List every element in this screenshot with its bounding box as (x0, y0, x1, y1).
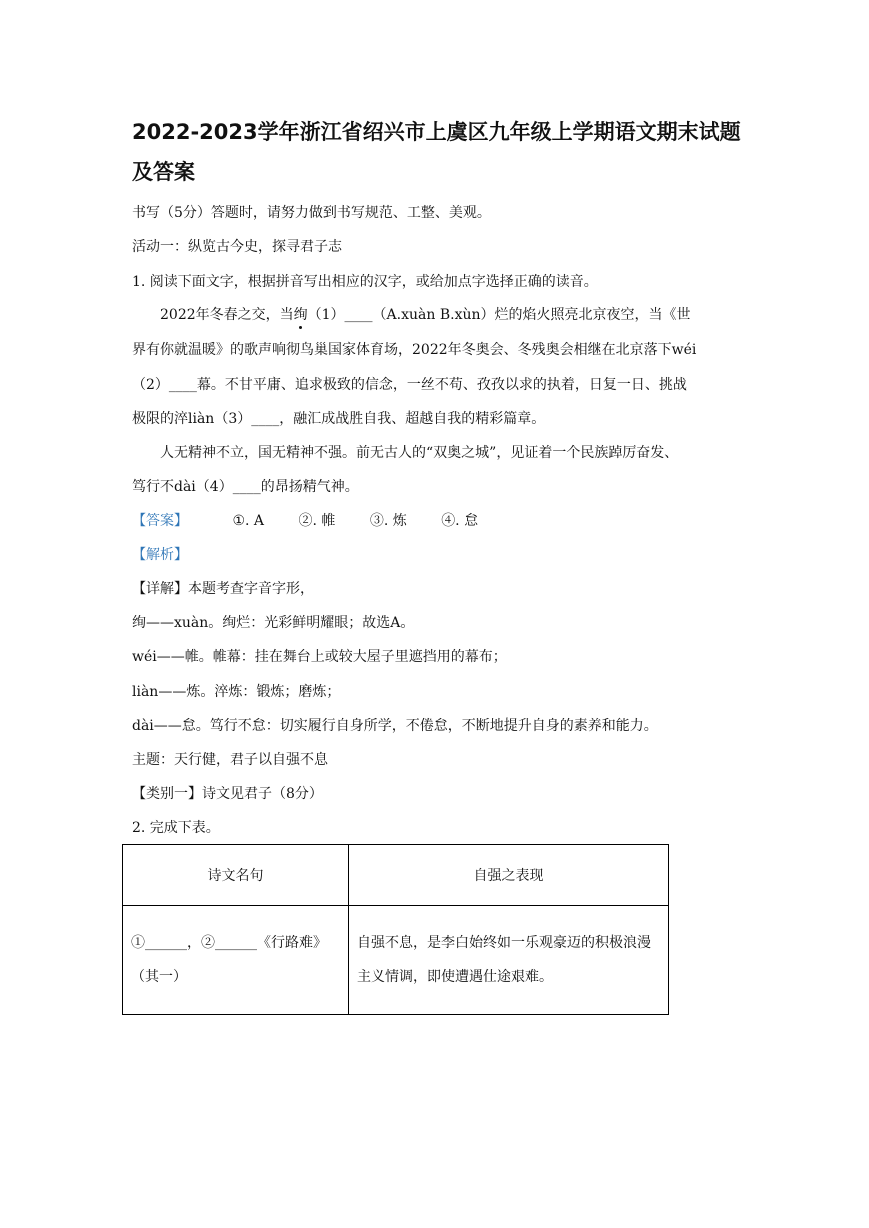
table-cell: ①______，②______《行路难》（其一） (123, 906, 349, 1015)
theme-text: 主题：天行健，君子以自强不息 (132, 752, 328, 768)
q2-prompt: 2. 完成下表。 (132, 820, 220, 836)
analysis-label: 【解析】 (132, 547, 188, 563)
activity-heading: 活动一：纵览古今史，探寻君子志 (132, 239, 342, 255)
text-span: （1）____（A.xuàn B.xùn）烂的焰火照亮北京夜空，当《世 (307, 307, 691, 323)
q1-prompt: 1. 阅读下面文字，根据拼音写出相应的汉字，或给加点字选择正确的读音。 (132, 274, 598, 290)
answer-line (132, 511, 508, 531)
text-span: 2022年冬春之交，当 (160, 307, 294, 323)
detail-heading: 【详解】本题考查字音字形， (132, 581, 314, 597)
table-row (123, 906, 669, 1015)
detail-line-2: wéi——帷。帷幕：挂在舞台上或较大屋子里遮挡用的幕布； (132, 649, 507, 665)
answer-item: ②. 帷 (298, 513, 336, 529)
answer-item: ④. 怠 (441, 513, 479, 529)
answer-item: ③. 炼 (369, 513, 407, 529)
dotted-char: 绚 (293, 307, 308, 323)
answer-table (122, 844, 669, 1015)
table-header-cell: 诗文名句 (123, 845, 349, 906)
q1-paragraph2-line2: 笃行不dài（4）____的昂扬精气神。 (132, 479, 359, 495)
q1-paragraph1-line1 (160, 305, 691, 325)
q1-paragraph2-line1: 人无精神不立，国无精神不强。前无古人的“双奥之城”，见证着一个民族踔厉奋发、 (160, 445, 679, 461)
table-header-cell: 自强之表现 (349, 845, 669, 906)
table-header-row (123, 845, 669, 906)
detail-line-1: 绚——xuàn。绚烂：光彩鲜明耀眼；故选A。 (132, 615, 415, 631)
category-heading: 【类别一】诗文见君子（8分） (132, 786, 323, 802)
detail-line-4: dài——怠。笃行不怠：切实履行自身所学，不倦怠，不断地提升自身的素养和能力。 (132, 718, 658, 734)
intro-text: 书写（5分）答题时，请努力做到书写规范、工整、美观。 (132, 205, 491, 221)
answer-item: ①. A (232, 513, 265, 529)
answer-label: 【答案】 (132, 513, 188, 529)
q1-paragraph1-line4: 极限的淬liàn（3）____，融汇成战胜自我、超越自我的精彩篇章。 (132, 411, 546, 427)
q1-paragraph1-line2: 界有你就温暖》的歌声响彻鸟巢国家体育场，2022年冬奥会、冬残奥会相继在北京落下wéi (132, 342, 697, 358)
page-title: 2022-2023学年浙江省绍兴市上虞区九年级上学期语文期末试题及答案 (132, 120, 741, 184)
detail-line-3: liàn——炼。淬炼：锻炼；磨炼； (132, 684, 341, 700)
q1-paragraph1-line3: （2）____幕。不甘平庸、追求极致的信念，一丝不苟、孜孜以求的执着，日复一日、挑战 (132, 377, 687, 393)
table-cell: 自强不息，是李白始终如一乐观豪迈的积极浪漫主义情调，即使遭遇仕途艰难。 (349, 906, 669, 1015)
